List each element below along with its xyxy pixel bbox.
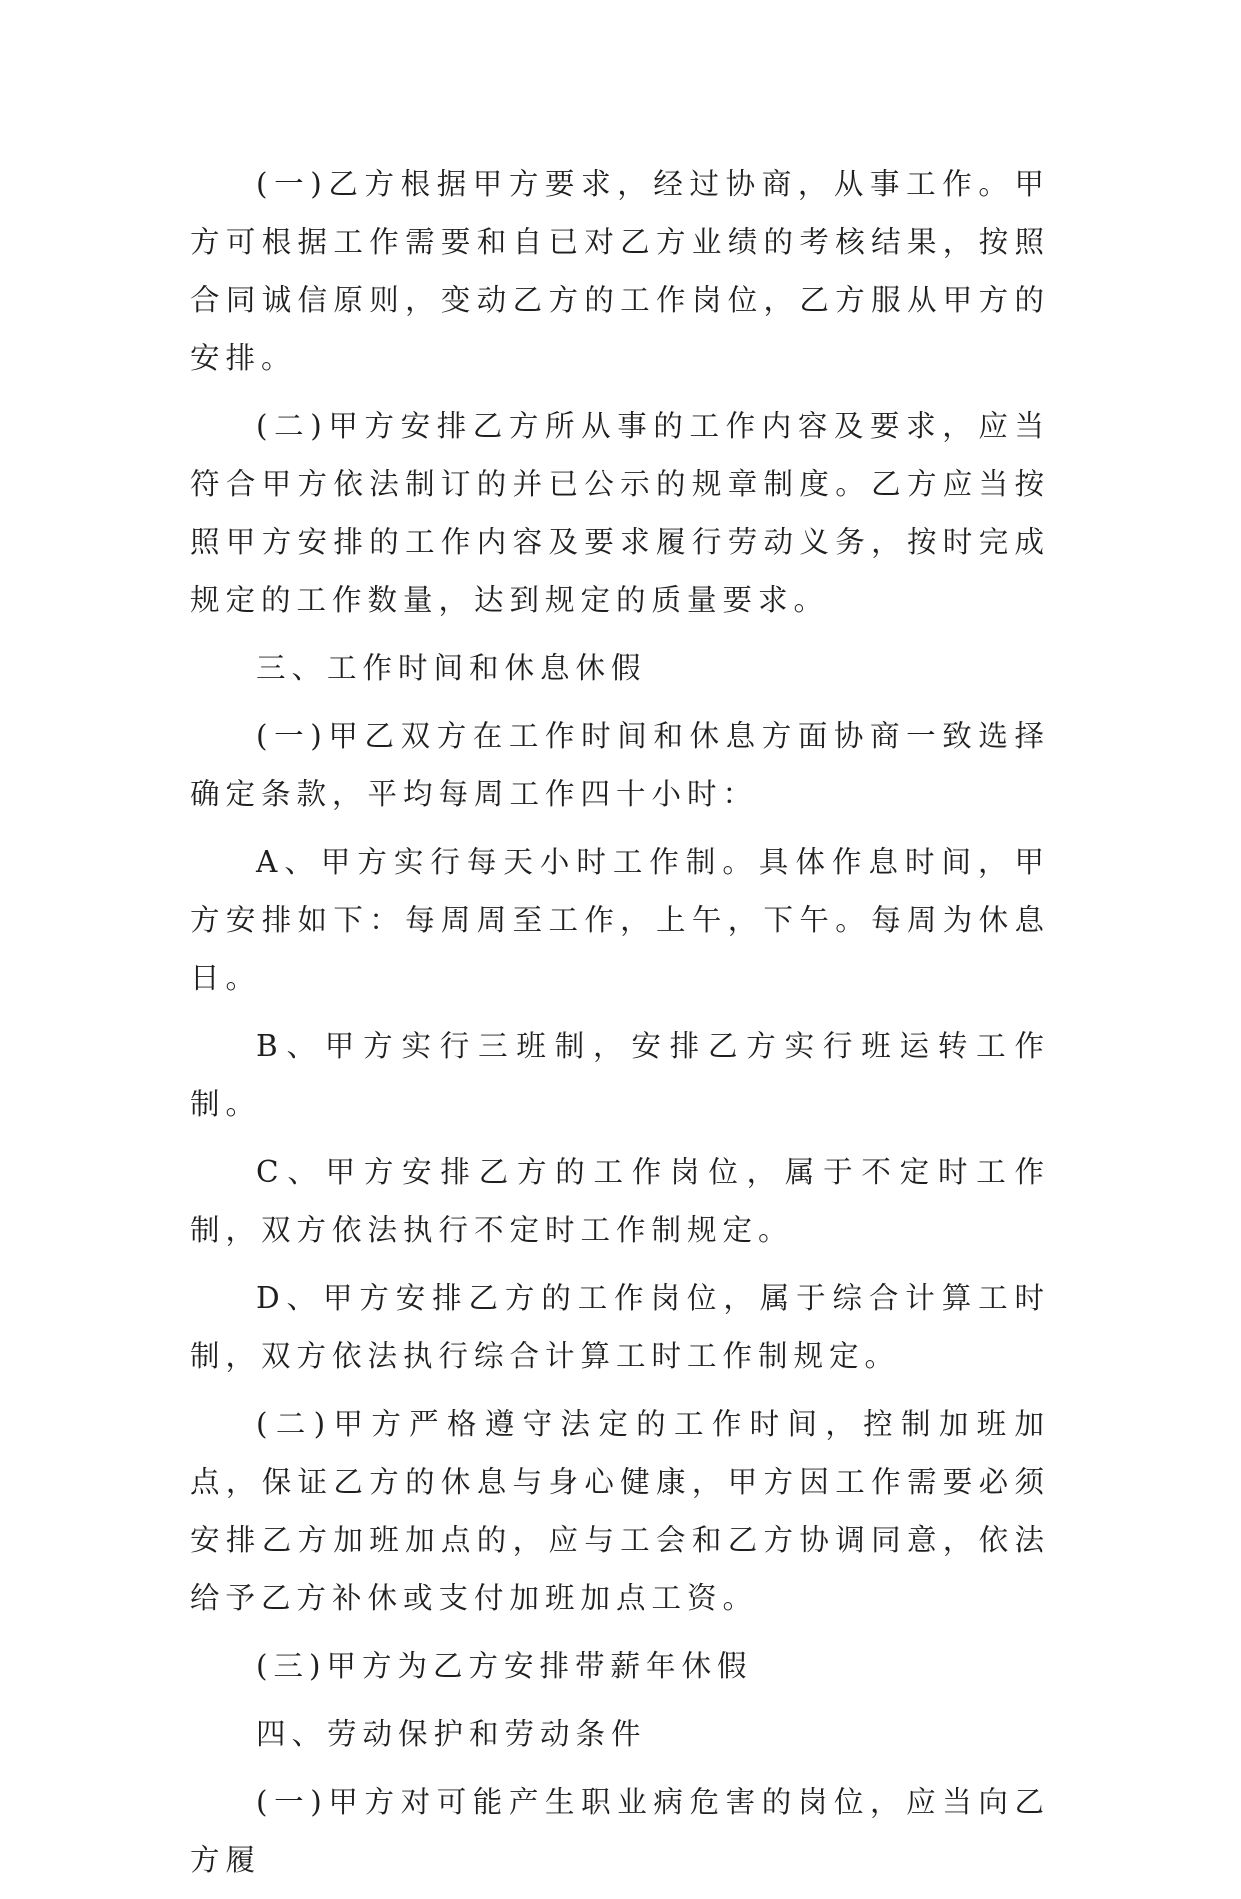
paragraph-paid-leave: (三)甲方为乙方安排带薪年休假 — [256, 1649, 753, 1683]
paragraph-option-a: A、甲方实行每天小时工作制。具体作息时间，甲方安排如下：每周周至工作，上午，下午。每周为休息日。 — [190, 845, 1050, 995]
paragraph-occupational-hazard: (一)甲方对可能产生职业病危害的岗位，应当向乙方履 — [190, 1785, 1050, 1877]
paragraph-work-content: (二)甲方安排乙方所从事的工作内容及要求，应当符合甲方依法制订的并已公示的规章制度。乙方应当按照甲方安排的工作内容及要求履行劳动义务，按时完成规定的工作数量，达到规定的质量要求。 — [190, 409, 1050, 617]
section-heading-labor-protection: 四、劳动保护和劳动条件 — [256, 1717, 647, 1751]
paragraph-work-assignment: (一)乙方根据甲方要求，经过协商，从事工作。甲方可根据工作需要和自已对乙方业绩的考核结果，按照合同诚信原则，变动乙方的工作岗位，乙方服从甲方的安排。 — [190, 167, 1050, 375]
section-heading-working-hours: 三、工作时间和休息休假 — [256, 651, 647, 685]
paragraph-hours-agreement: (一)甲乙双方在工作时间和休息方面协商一致选择确定条款，平均每周工作四十小时： — [190, 719, 1050, 811]
paragraph-option-b: B、甲方实行三班制，安排乙方实行班运转工作制。 — [190, 1029, 1050, 1121]
paragraph-option-d: D、甲方安排乙方的工作岗位，属于综合计算工时制，双方依法执行综合计算工时工作制规定。 — [190, 1281, 1050, 1373]
paragraph-overtime: (二)甲方严格遵守法定的工作时间，控制加班加点，保证乙方的休息与身心健康，甲方因工作需要必须安排乙方加班加点的，应与工会和乙方协调同意，依法给予乙方补休或支付加班加点工资。 — [190, 1407, 1050, 1615]
paragraph-option-c: C、甲方安排乙方的工作岗位，属于不定时工作制，双方依法执行不定时工作制规定。 — [190, 1155, 1050, 1247]
document-page — [190, 155, 1050, 1899]
